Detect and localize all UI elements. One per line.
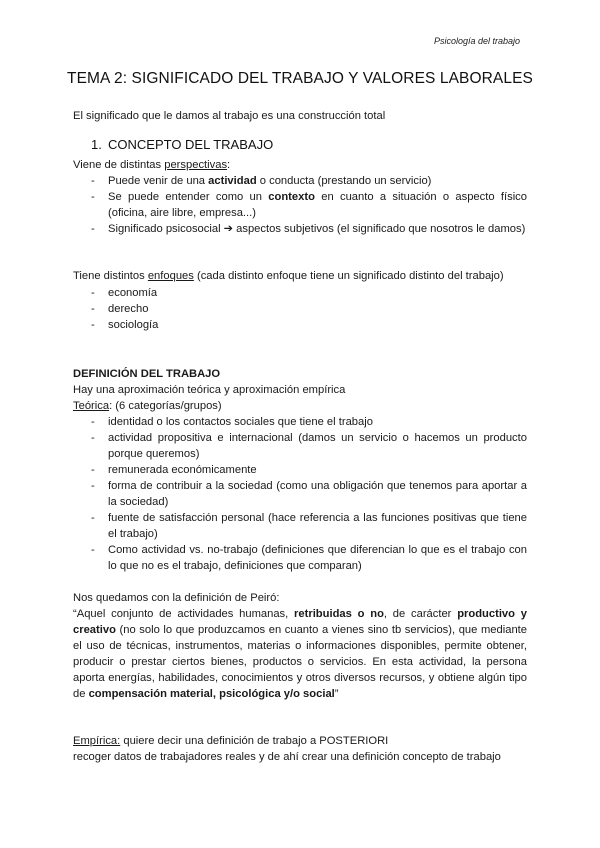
definition-intro: Hay una aproximación teórica y aproximación empírica xyxy=(73,384,346,396)
approaches-line xyxy=(73,268,527,284)
section-number: 1. xyxy=(91,137,102,152)
quote-text: , de carácter xyxy=(383,608,458,620)
quote-text: “Aquel conjunto de actividades humanas, xyxy=(73,608,295,620)
approaches-suffix: (cada distinto enfoque tiene un significado distinto del trabajo) xyxy=(193,270,504,282)
item-text: Puede venir de una xyxy=(108,175,209,187)
approaches-list xyxy=(73,285,527,333)
perspectives-suffix: : xyxy=(227,159,231,171)
theoretical-suffix: : (6 categorías/grupos) xyxy=(109,400,222,412)
running-header: Psicología del trabajo xyxy=(433,36,520,46)
approaches-prefix: Tiene distintos xyxy=(73,270,148,282)
definition-heading: DEFINICIÓN DEL TRABAJO xyxy=(73,368,221,380)
document-title: TEMA 2: SIGNIFICADO DEL TRABAJO Y VALORES LABORALES xyxy=(67,70,533,87)
list-item xyxy=(73,173,527,189)
quote-text: (no solo lo que produzcamos en cuanto a vienes sino tb servicios), que mediante el uso de técnicas, instrumentos, materias o informaciones disponibles, permite obtener, producir o prestar ciertos bienes, productos o servicios. En esta actividad, la persona aporta energías, habilidades, conocimientos y otros diversos recursos, y obtiene algún tipo de xyxy=(73,624,527,700)
list-item: - fuente de satisfacción personal (hace referencia a las funciones positivas que tiene el trabajo) xyxy=(73,510,527,542)
theoretical-list xyxy=(73,414,527,574)
empirical-label: Empírica: xyxy=(73,735,121,747)
item-bold: contexto xyxy=(268,191,315,203)
approaches-underlined: enfoques xyxy=(147,270,194,282)
list-item xyxy=(73,189,527,221)
item-bold: actividad xyxy=(208,175,257,187)
item-text: en cuanto a situación o aspecto físico (oficina, aire libre, empresa...) xyxy=(108,191,527,219)
quote-text: ” xyxy=(334,688,339,700)
section-heading-concepto xyxy=(91,137,273,152)
list-item: - Como actividad vs. no-trabajo (definiciones que diferencian lo que es el trabajo con lo que no es el trabajo, definiciones que comparan) xyxy=(73,542,527,574)
quote-bold: productivo y creativo xyxy=(73,608,527,636)
list-item: - identidad o los contactos sociales que tiene el trabajo xyxy=(73,414,527,430)
list-item: - remunerada económicamente xyxy=(73,462,527,478)
intro-paragraph: El significado que le damos al trabajo es una construcción total xyxy=(73,110,386,122)
peiro-intro: Nos quedamos con la definición de Peiró: xyxy=(73,592,280,604)
list-item: - derecho xyxy=(73,301,527,317)
quote-bold: compensación material, psicológica y/o social xyxy=(88,688,335,700)
section-title: CONCEPTO DEL TRABAJO xyxy=(108,137,274,152)
peiro-quote xyxy=(73,606,527,702)
theoretical-label: Teórica xyxy=(73,400,110,412)
empirical-line xyxy=(73,733,527,749)
item-text: Se puede entender como un xyxy=(108,191,269,203)
empirical-text: quiere decir una definición de trabajo a POSTERIORI xyxy=(120,735,389,747)
list-item: - sociología xyxy=(73,317,527,333)
perspectives-prefix: Viene de distintas xyxy=(73,159,165,171)
quote-bold: retribuidas o no xyxy=(294,608,384,620)
list-item: - economía xyxy=(73,285,527,301)
theoretical-line xyxy=(73,398,527,414)
empirical-line-2: recoger datos de trabajadores reales y de ahí crear una definición concepto de trabajo xyxy=(73,751,501,763)
perspectives-list xyxy=(73,173,527,237)
list-item: - Significado psicosocial ➔ aspectos subjetivos (el significado que nosotros le damos) xyxy=(73,221,527,237)
item-text: o conducta (prestando un servicio) xyxy=(256,175,432,187)
perspectives-underlined: perspectivas xyxy=(164,159,228,171)
list-item: - actividad propositiva e internacional (damos un servicio o hacemos un producto porque queremos) xyxy=(73,430,527,462)
perspectives-line xyxy=(73,157,527,173)
list-item: - forma de contribuir a la sociedad (como una obligación que tenemos para aportar a la sociedad) xyxy=(73,478,527,510)
